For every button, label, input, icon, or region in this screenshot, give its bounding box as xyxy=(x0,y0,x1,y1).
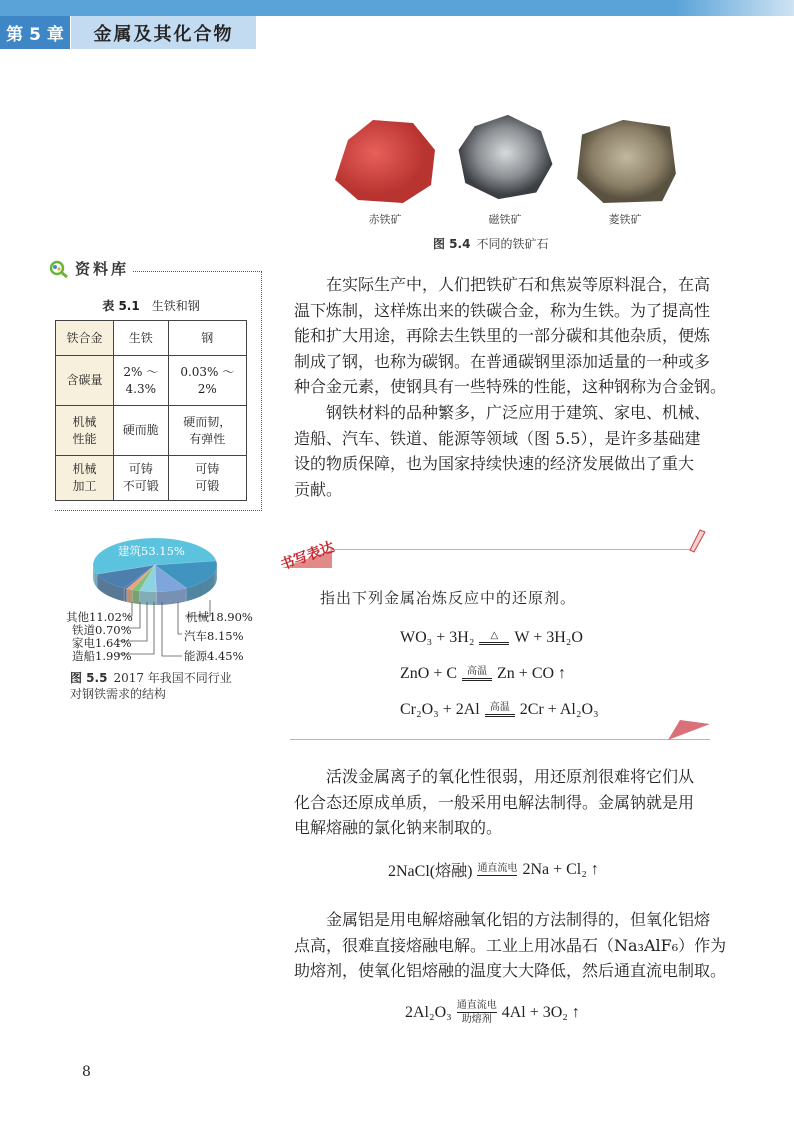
figure-caption-text: 不同的铁矿石 xyxy=(476,237,549,251)
pie-label-shipbuilding: 造船1.99% xyxy=(72,649,132,663)
table-cell: 含碳量 xyxy=(56,356,114,406)
equals-sign xyxy=(477,875,517,876)
text-line: 化合态还原成单质，一般采用电解法制得。金属钠就是用 xyxy=(294,792,695,812)
table-cell: 0.03% ～ 2% xyxy=(168,356,246,406)
writing-badge-label: 书写表达 xyxy=(278,539,337,574)
equals-sign xyxy=(479,642,509,645)
table-cell: 硬而韧， 有弹性 xyxy=(168,406,246,456)
pie-label-construction: 建筑53.15% xyxy=(118,544,185,558)
text-line: 活泼金属离子的氧化性很弱，用还原剂很难将它们从 xyxy=(294,767,695,786)
hematite-image xyxy=(333,115,438,205)
text-line: 种合金元素，使钢具有一些特殊的性能，这种钢称为合金钢。 xyxy=(294,377,727,397)
condition-bottom: 助熔剂 xyxy=(461,1014,492,1025)
condition-top: △ xyxy=(490,630,499,641)
figure-5-5-caption xyxy=(70,670,232,702)
equation-right: 2Cr + Al₂O₃ xyxy=(519,701,599,718)
text-line: 钢铁材料的品种繁多，广泛应用于建筑、家电、机械、 xyxy=(294,403,711,422)
equation xyxy=(400,656,599,692)
resource-library-heading xyxy=(48,258,133,279)
table-cell: 机械 性能 xyxy=(56,406,114,456)
header-band xyxy=(0,0,794,16)
equation-left: 2NaCl(熔融) xyxy=(388,863,473,880)
equation-right: W + 3H₂O xyxy=(514,629,583,646)
text-line: 造船、汽车、铁道、能源等领域（图 5.5），是许多基础建 xyxy=(294,428,701,448)
paragraph-2 xyxy=(294,400,714,502)
equation-left: Cr₂O₃ + 2Al xyxy=(400,701,480,718)
page-number: 8 xyxy=(82,1064,91,1080)
equation-sodium-electrolysis xyxy=(388,858,599,881)
text-line: 点高，很难直接熔融电解。工业上用冰晶石（Na₃AlF₆）作为 xyxy=(294,935,727,955)
equation-list xyxy=(400,620,599,728)
table-row xyxy=(56,321,247,356)
writing-badge xyxy=(272,528,347,576)
text-line: 能和扩大用途，再除去生铁里的一部分碳和其他杂质，便炼 xyxy=(294,326,711,346)
equals-sign xyxy=(462,678,492,681)
equation-left: ZnO + C xyxy=(400,665,458,682)
magnifier-icon xyxy=(48,259,72,279)
table-cell: 硬而脆 xyxy=(114,406,169,456)
magnetite-label: 磁铁矿 xyxy=(488,213,522,226)
equation-right: 2Na + Cl₂ ↑ xyxy=(522,860,599,878)
table-row xyxy=(56,356,247,406)
text-line: 在实际生产中，人们把铁矿石和焦炭等原料混合，在高 xyxy=(294,275,711,294)
table-caption: 生铁和钢 xyxy=(151,299,200,313)
section-title: 资料库 xyxy=(75,260,130,278)
condition-top: 高温 xyxy=(467,666,488,677)
hematite-label: 赤铁矿 xyxy=(368,213,402,226)
table-cell: 可铸 不可锻 xyxy=(114,456,169,501)
table-cell: 生铁 xyxy=(114,321,169,356)
condition-top: 高温 xyxy=(489,702,510,713)
pencil-icon xyxy=(684,528,708,554)
writing-box-bottom-line xyxy=(290,739,710,740)
text-line: 金属铝是用电解熔融氧化铝的方法制得的，但氧化铝熔 xyxy=(294,910,711,929)
paragraph-1 xyxy=(294,272,727,400)
arrow-decoration-icon xyxy=(668,716,712,742)
figure-label: 图 5.4 xyxy=(433,237,471,251)
pie-label-energy: 能源4.45% xyxy=(184,649,244,663)
table-row xyxy=(56,456,247,501)
equation-right: Zn + CO ↑ xyxy=(497,665,567,682)
text-line: 贡献。 xyxy=(294,479,343,499)
paragraph-3 xyxy=(294,764,714,841)
chapter-number: 第 5 章 xyxy=(0,16,70,49)
table-row xyxy=(56,406,247,456)
reaction-condition xyxy=(457,1000,497,1025)
equation-aluminum-electrolysis xyxy=(405,1000,580,1025)
writing-prompt: 指出下列金属冶炼反应中的还原剂。 xyxy=(320,589,577,607)
pie-label-other: 其他11.02% xyxy=(66,610,133,624)
pie-label-machinery: 机械18.90% xyxy=(186,610,253,624)
condition-top: 通直流电 xyxy=(456,1000,497,1011)
condition-top: 通直流电 xyxy=(477,862,518,874)
reaction-condition xyxy=(477,863,517,877)
text-line: 制成了钢，也称为碳钢。在普通碳钢里添加适量的一种或多 xyxy=(294,351,711,371)
reaction-condition xyxy=(462,666,492,682)
table-cell: 2% ～ 4.3% xyxy=(114,356,169,406)
equation-right: 4Al + 3O₂ ↑ xyxy=(501,1003,580,1021)
figure-label: 图 5.5 xyxy=(70,671,108,685)
pie-label-automotive: 汽车8.15% xyxy=(184,629,244,643)
text-line: 助熔剂，使氧化铝熔融的温度大大降低，然后通直流电制取。 xyxy=(294,961,727,981)
figure-5-4-caption xyxy=(433,235,548,252)
figure-caption-text: 2017 年我国不同行业 对钢铁需求的结构 xyxy=(70,671,232,701)
reaction-condition xyxy=(485,702,515,718)
chapter-title: 金属及其化合物 xyxy=(71,16,256,49)
equation-left: 2Al₂O₃ xyxy=(405,1003,452,1021)
reaction-condition xyxy=(479,630,509,646)
pie-label-appliances: 家电1.64% xyxy=(72,636,132,650)
table-cell: 铁合金 xyxy=(56,321,114,356)
magnetite-image xyxy=(453,112,558,202)
siderite-image xyxy=(573,115,678,205)
equation xyxy=(400,620,599,656)
iron-steel-table xyxy=(55,320,247,501)
table-cell: 钢 xyxy=(168,321,246,356)
equals-sign xyxy=(457,1012,497,1013)
table-cell: 机械 加工 xyxy=(56,456,114,501)
table-label: 表 5.1 xyxy=(102,299,140,313)
equation xyxy=(400,692,599,728)
pie-label-railway: 铁道0.70% xyxy=(72,623,132,637)
text-line: 设的物质保障，也为国家持续快速的经济发展做出了重大 xyxy=(294,454,695,474)
table-title xyxy=(55,297,247,314)
table-cell: 可铸 可锻 xyxy=(168,456,246,501)
equals-sign xyxy=(485,714,515,717)
siderite-label: 菱铁矿 xyxy=(608,213,642,226)
text-line: 温下炼制，这样炼出来的铁碳合金，称为生铁。为了提高性 xyxy=(294,300,711,320)
paragraph-4 xyxy=(294,907,727,984)
writing-box-top-line xyxy=(330,549,690,550)
equation-left: WO₃ + 3H₂ xyxy=(400,629,475,646)
text-line: 电解熔融的氯化钠来制取的。 xyxy=(294,818,503,838)
